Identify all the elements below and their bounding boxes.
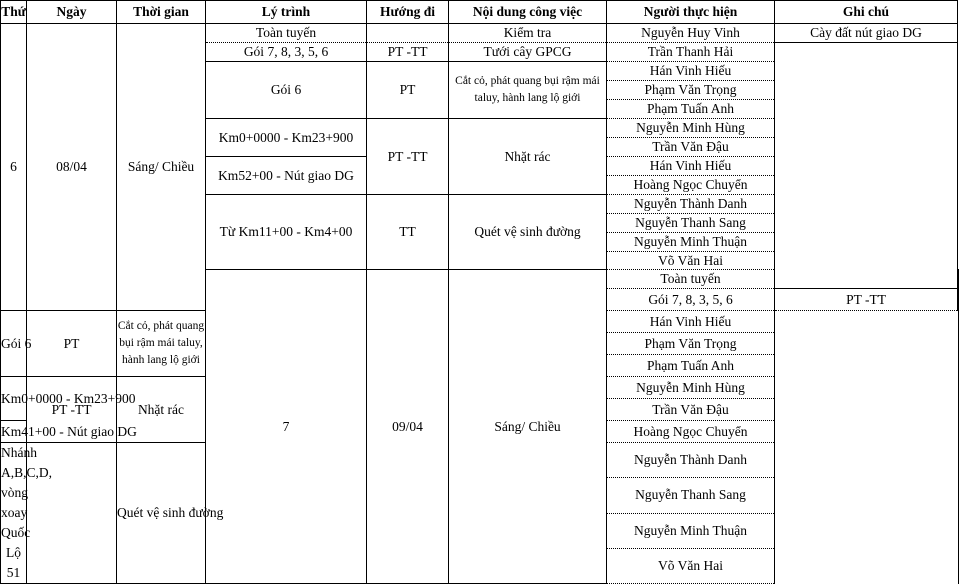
nguoi-cell: Nguyễn Minh Thuận bbox=[607, 233, 775, 252]
noi-dung-cell: Nhặt rác bbox=[117, 377, 206, 443]
nguoi-cell: Hán Vinh Hiếu bbox=[607, 311, 775, 333]
thu-cell: 7 bbox=[206, 270, 367, 584]
nguoi-cell: Hán Vinh Hiếu bbox=[607, 62, 775, 81]
ly-trinh-cell: Gói 7, 8, 3, 5, 6 bbox=[607, 289, 775, 311]
nguoi-cell: Nguyễn Minh Hùng bbox=[607, 377, 775, 399]
huong-di-cell bbox=[27, 443, 117, 584]
ly-trinh-cell: Km0+0000 - Km23+900 bbox=[1, 377, 27, 421]
nguoi-cell: Phạm Tuấn Anh bbox=[607, 100, 775, 119]
ly-trinh-cell: Toàn tuyến bbox=[206, 24, 367, 43]
ghi-chu-cell: Cày đất nút giao DG bbox=[775, 24, 958, 43]
nguoi-cell: Nguyễn Thành Danh bbox=[607, 443, 775, 478]
nguoi-cell: Nguyễn Thành Danh bbox=[607, 195, 775, 214]
nguoi-cell: Hoàng Ngọc Chuyển bbox=[607, 176, 775, 195]
thoi-gian-cell: Sáng/ Chiều bbox=[449, 270, 607, 584]
huong-di-cell: PT -TT bbox=[367, 43, 449, 62]
nguoi-cell: Hán Vinh Hiếu bbox=[607, 157, 775, 176]
nguoi-cell: Nguyễn Thanh Sang bbox=[607, 214, 775, 233]
ly-trinh-cell: Gói 6 bbox=[1, 311, 27, 377]
huong-di-cell: PT bbox=[367, 62, 449, 119]
header-ngay: Ngày bbox=[27, 1, 117, 24]
ly-trinh-cell: Toàn tuyến bbox=[607, 270, 775, 289]
noi-dung-cell: Kiểm tra bbox=[449, 24, 607, 43]
ly-trinh-cell: Gói 7, 8, 3, 5, 6 bbox=[206, 43, 367, 62]
noi-dung-cell: Cắt cỏ, phát quang bụi rậm mái taluy, hành lang lộ giới bbox=[117, 311, 206, 377]
header-thu: Thứ bbox=[1, 1, 27, 24]
nguoi-cell: Phạm Tuấn Anh bbox=[607, 355, 775, 377]
nguoi-cell: Nguyễn Huy Vinh bbox=[607, 24, 775, 43]
ly-trinh-cell: Km41+00 - Nút giao DG bbox=[1, 421, 27, 443]
nguoi-cell: Nguyễn Thanh Sang bbox=[607, 478, 775, 513]
nguoi-cell: Phạm Văn Trọng bbox=[607, 333, 775, 355]
ngay-cell: 09/04 bbox=[367, 270, 449, 584]
nguoi-cell: Hoàng Ngọc Chuyển bbox=[607, 421, 775, 443]
header-ghi-chu: Ghi chú bbox=[775, 1, 958, 24]
noi-dung-cell: Nhặt rác bbox=[449, 119, 607, 195]
huong-di-cell: TT bbox=[367, 195, 449, 270]
nguoi-cell: Trần Văn Đậu bbox=[607, 138, 775, 157]
nguoi-cell: Trần Thanh Hải bbox=[607, 43, 775, 62]
table-row bbox=[1, 24, 959, 43]
ly-trinh-cell: Nhánh A,B,C,D, vòng xoay Quốc Lộ 51 bbox=[1, 443, 27, 584]
noi-dung-cell: Tưới cây GPCG bbox=[449, 43, 607, 62]
ly-trinh-cell: Gói 6 bbox=[206, 62, 367, 119]
ly-trinh-cell: Từ Km11+00 - Km4+00 bbox=[206, 195, 367, 270]
huong-di-cell: PT -TT bbox=[27, 377, 117, 443]
header-ly-trinh: Lý trình bbox=[206, 1, 367, 24]
noi-dung-cell: Quét vệ sinh đường bbox=[117, 443, 206, 584]
noi-dung-cell: Cắt cỏ, phát quang bụi rậm mái taluy, hành lang lộ giới bbox=[449, 62, 607, 119]
ghi-chu-cell bbox=[775, 43, 958, 289]
ly-trinh-cell: Km52+00 - Nút giao DG bbox=[206, 157, 367, 195]
header-row bbox=[1, 1, 959, 24]
nguoi-cell: Nguyễn Minh Thuận bbox=[607, 513, 775, 548]
header-thoi-gian: Thời gian bbox=[117, 1, 206, 24]
thu-cell: 6 bbox=[1, 24, 27, 311]
nguoi-cell: Võ Văn Hai bbox=[607, 252, 775, 270]
nguoi-cell: Phạm Văn Trọng bbox=[607, 81, 775, 100]
huong-di-cell bbox=[367, 24, 449, 43]
header-nguoi: Người thực hiện bbox=[607, 1, 775, 24]
thoi-gian-cell: Sáng/ Chiều bbox=[117, 24, 206, 311]
header-huong-di: Hướng đi bbox=[367, 1, 449, 24]
huong-di-cell: PT -TT bbox=[367, 119, 449, 195]
nguoi-cell: Trần Văn Đậu bbox=[607, 399, 775, 421]
huong-di-cell: PT bbox=[27, 311, 117, 377]
ngay-cell: 08/04 bbox=[27, 24, 117, 311]
huong-di-cell: PT -TT bbox=[775, 289, 958, 311]
header-noi-dung: Nội dung công việc bbox=[449, 1, 607, 24]
ly-trinh-cell: Km0+0000 - Km23+900 bbox=[206, 119, 367, 157]
nguoi-cell: Võ Văn Hai bbox=[607, 548, 775, 583]
noi-dung-cell: Quét vệ sinh đường bbox=[449, 195, 607, 270]
nguoi-cell: Nguyễn Minh Hùng bbox=[607, 119, 775, 138]
